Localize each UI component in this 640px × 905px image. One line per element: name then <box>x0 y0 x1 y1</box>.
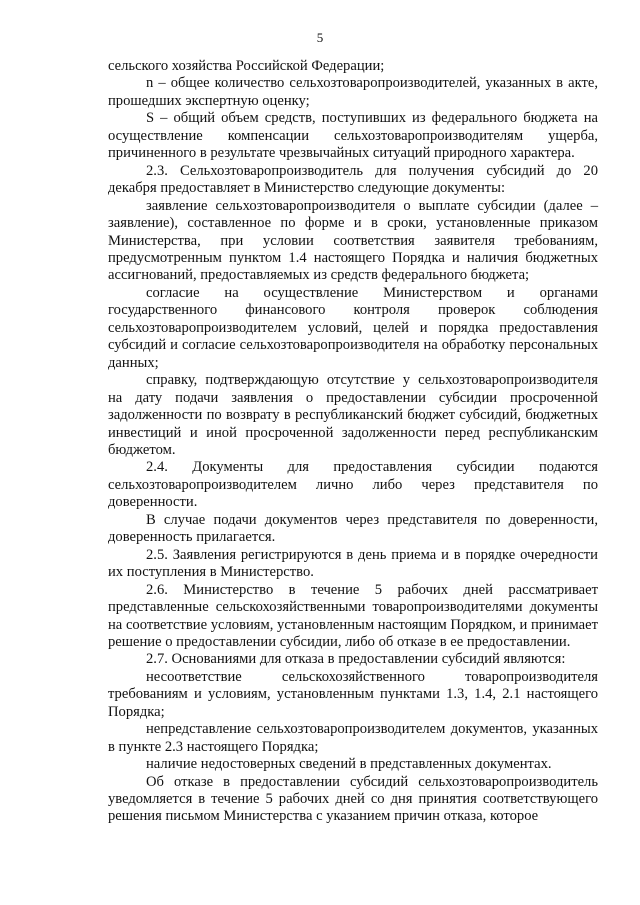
paragraph-certificate: справку, подтверждающую отсутствие у сельхозтоваропроизводителя на дату подачи заявления о предоставлении субсидии просроченной задолженности по возврату в республиканский бюджет субсидий, бюджетных инвестиций и иной просроченной задолженности перед республиканским бюджетом. <box>108 372 598 458</box>
paragraph-refusal-reason-2: непредставление сельхозтоваропроизводителем документов, указанных в пункте 2.3 настоящего Порядка; <box>108 721 598 755</box>
paragraph-definition-s: S – общий объем средств, поступивших из федерального бюджета на осуществление компенсации сельхозтоваропроизводителям ущерба, причиненного в результате чрезвычайных ситуаций природного характера. <box>108 110 598 162</box>
paragraph-2-7: 2.7. Основаниями для отказа в предоставлении субсидий являются: <box>146 651 566 668</box>
paragraph-refusal-reason-1: несоответствие сельскохозяйственного товаропроизводителя требованиям и условиям, установленным пунктами 1.3, 1.4, 2.1 настоящего Порядка; <box>108 668 598 720</box>
paragraph-2-4: 2.4. Документы для предоставления субсидии подаются сельхозтоваропроизводителем лично либо через представителя по доверенности. <box>108 459 598 511</box>
paragraph-refusal-reason-3: наличие недостоверных сведений в представленных документах. <box>146 756 552 773</box>
paragraph-2-6: 2.6. Министерство в течение 5 рабочих дней рассматривает представленные сельскохозяйственными товаропроизводителями документы на соответствие условиям, установленным настоящим Порядком, и принимает решение о предоставлении субсидии, либо об отказе в ее предоставлении. <box>108 581 598 650</box>
paragraph-2-5: 2.5. Заявления регистрируются в день приема и в порядке очередности их поступления в Министерство. <box>108 546 598 581</box>
paragraph-consent: согласие на осуществление Министерством и органами государственного финансового контроля проверок соблюдения сельхозтоваропроизводителем условий, целей и порядка предоставления субсидий и согласие сельхозтоваропроизводителя на обработку персональных данных; <box>108 284 598 371</box>
document-body <box>108 58 598 826</box>
paragraph-2-3: 2.3. Сельхозтоваропроизводитель для получения субсидий до 20 декабря предоставляет в Министерство следующие документы: <box>108 162 598 197</box>
paragraph-application: заявление сельхозтоваропроизводителя о выплате субсидии (далее – заявление), составленное по форме и в сроки, установленные приказом Министерства, при условии соответствия заявителя требованиям, предусмотренным пунктом 1.4 настоящего Порядка и наличия бюджетных ассигнований, предоставляемых из средств федерального бюджета; <box>108 197 598 284</box>
page-number: 5 <box>316 30 324 45</box>
paragraph-power-of-attorney: В случае подачи документов через представителя по доверенности, доверенность прилагается. <box>108 511 598 546</box>
paragraph-refusal-notice: Об отказе в предоставлении субсидий сельхозтоваропроизводитель уведомляется в течение 5 рабочих дней со дня принятия соответствующего решения письмом Министерства с указанием причин отказа, которое <box>108 773 598 825</box>
paragraph-definition-n: n – общее количество сельхозтоваропроизводителей, указанных в акте, прошедших экспертную оценку; <box>108 75 598 109</box>
paragraph-continuation: сельского хозяйства Российской Федерации; <box>108 58 385 74</box>
